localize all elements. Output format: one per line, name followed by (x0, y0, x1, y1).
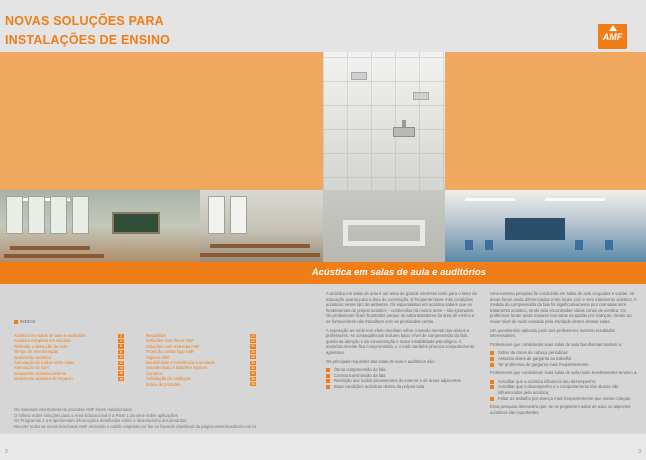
bullet-text: Ótima compreensão da fala (334, 367, 386, 373)
index-page-badge: 4 (118, 339, 124, 343)
index-list-left (14, 333, 124, 382)
index-entry-label: Higiene AMF (146, 354, 170, 360)
bullet-square-icon (490, 363, 494, 367)
index-page-badge: 35 (251, 376, 255, 381)
bullet-item (490, 384, 640, 395)
window (6, 196, 23, 234)
index-page-badge: 6 (118, 344, 124, 348)
ceiling-tile-grid (323, 52, 445, 202)
window (72, 196, 89, 234)
bullet-item (490, 396, 640, 402)
index-entry[interactable] (146, 382, 256, 387)
index-entry-label: Soundmosaic e Baseline System (146, 365, 208, 371)
index-entry-label: Requisitos (146, 333, 166, 338)
index-page-badge: 34 (251, 371, 255, 376)
index-page-badge: 36 (251, 382, 255, 387)
index-entry-label: Índice de produtos (146, 381, 181, 387)
index-entry-label: Durabilidade e resistência à umidade (146, 359, 215, 365)
ceiling-vent (351, 72, 367, 80)
bullet-square-icon (490, 385, 494, 389)
window (50, 196, 67, 234)
desk-row (4, 254, 104, 258)
index-entry-label: Soluções com sistemas AMF (146, 343, 200, 349)
paragraph: Essa pesquisa demonstra que, se os projetarem salas de aula, os aspectos acústicos são importantes. (490, 404, 631, 415)
index-entry-label: Atenuação de ruídos entre salas (14, 359, 75, 365)
chair (575, 240, 583, 250)
index-entry-label: Contatos (146, 370, 163, 376)
right-text-column (490, 291, 640, 415)
index-page-badge: 24 (251, 344, 255, 349)
footnote-line: Os materiais informativos de produtos AMF foram reelaborados. (14, 407, 133, 412)
window (28, 196, 45, 234)
index-entry-label: Tempo de reverberação (14, 349, 59, 355)
index-page-badge: 20 (251, 333, 255, 338)
bullet-text: Acreditar que a acústica influencia seu desempenho; (498, 378, 597, 384)
bullet-text: Sofrer de dores de cabeça periódicas (498, 350, 568, 356)
meeting-room-photo (323, 190, 445, 262)
page-number-right: 3 (638, 449, 641, 455)
paragraph: A exposição ao ruído tem efeito imediato sobre o estado mental dos alunos e professores. As conseqüências incluem baixo nível de compreensão da fala, queda da atenção e da concentração e maior instabilidade psicológica. A memória recente fica comprometida, e o ruído também provoca comportamento agressivo. (326, 327, 475, 355)
index-entry-label: Isolamento acústico de impacto (14, 376, 73, 382)
page-title-line-1: NOVAS SOLUÇÕES PARA (5, 14, 164, 28)
reverberant-classroom-effects-list (490, 379, 640, 401)
section-caption: Acústica em salas de aula e auditórios (311, 267, 486, 278)
index-entry[interactable] (14, 376, 124, 381)
index-page-badge: 26 (251, 349, 255, 354)
window (208, 196, 225, 234)
paragraph: Os principais requisitos das salas de aula e auditórios são: (326, 358, 435, 364)
chair (605, 240, 613, 250)
paragraph: Professores que consideram suas salas de aula barulhentas tendem a: (490, 341, 622, 347)
footnote-line: Os Programas 1 a 8 apresentam informações detalhadas sobre o desempenho dos produtos. (14, 418, 188, 423)
index-entry-label: Reflexão e absorção de som (14, 343, 68, 349)
title-band (0, 0, 646, 52)
bullet-item (490, 362, 640, 368)
index-entry-label: Isolamento acústico externo (14, 370, 67, 376)
logo-text: AMF (602, 32, 623, 42)
bullet-square-icon (326, 368, 330, 372)
classroom-photo-1 (0, 190, 200, 262)
bullet-square-icon (490, 357, 494, 361)
index-entry-label: Solicitação de catálogos (146, 376, 192, 382)
desk-row (200, 253, 320, 257)
middle-text-column (326, 291, 478, 390)
wall-board (505, 218, 565, 240)
chair (485, 240, 493, 250)
index-entry-label: Acústica em salas de aula e auditórios (14, 333, 86, 338)
projector-icon (393, 127, 415, 137)
blue-classroom-photo (445, 190, 646, 262)
requirements-list (326, 367, 478, 389)
index-page-badge: 28 (251, 355, 255, 360)
classroom-photo-2 (200, 190, 323, 262)
logo-mark-icon (609, 25, 617, 31)
amf-logo (598, 24, 627, 49)
index-page-badge: 8 (118, 350, 124, 354)
bullet-text: Restrição aos ruídos provenientes do exterior e de áreas adjacentes (334, 378, 461, 384)
bullet-square-icon (326, 374, 330, 378)
index-page-badge: 2 (118, 334, 124, 338)
index-page-badge: 10 (119, 355, 123, 360)
index-page-badge: 22 (251, 338, 255, 343)
index-title: ÍNDICE (20, 318, 36, 324)
index-entry-label: Soluções com forros AMF (146, 338, 194, 344)
window (230, 196, 247, 234)
index-entry-label: Atenuação do som (14, 365, 49, 371)
u-shaped-table (343, 220, 425, 246)
index-page-badge: 18 (119, 376, 123, 381)
bullet-text: Ter problemas de garganta mais freqüentemente. (498, 361, 590, 367)
index-page-badge: 30 (251, 360, 255, 365)
index-entry-label: Acústica completa em escolas (14, 338, 71, 344)
bullet-square-icon (490, 397, 494, 401)
classroom-photo-strip (0, 190, 646, 262)
bottom-strip (0, 434, 646, 460)
paragraph: Professores que consideram suas salas de aula muito reverberantes tendem a: (490, 370, 638, 376)
footnote-line: Recorte todas as novas brochuras AMF enviando o cartão resposta por fax ou fazendo download da página www.knaufamf.com.br. (14, 423, 258, 429)
paragraph: Uma extensa pesquisa foi conduzida em salas de aula ocupadas e vazias. As áreas foram ainda diferenciadas entre locais com e sem tratamento acústico. A medida da compreensão da fala foi significativamente pior nas salas sem tratamento acústico, tendo sido encontradas várias zonas de sombra. Os problemas foram ainda maiores nas salas ocupadas por crianças, devido ao maior nível de ruído causado pela atividade dentro dessas salas. (490, 291, 637, 324)
noisy-classroom-effects-list (490, 350, 640, 367)
paragraph: Um questionário aplicado junto aos professores mostrou resultados interessantes: (490, 327, 616, 339)
bullet-square-icon (326, 379, 330, 383)
index-page-badge: 12 (119, 360, 123, 365)
caption-bar (0, 262, 646, 284)
ceiling-vent (413, 92, 429, 100)
bullet-square-icon (326, 385, 330, 389)
bullet-text: Associar dores de garganta ao trabalho (498, 355, 572, 361)
index-list-right (146, 333, 256, 387)
chair (465, 240, 473, 250)
bullet-square-icon (490, 351, 494, 355)
index-entry-label: Proteção contra fogo AMF (146, 349, 195, 355)
bullet-square-icon (490, 380, 494, 384)
index-page-badge: 32 (251, 365, 255, 370)
bullet-item (326, 384, 478, 390)
bullet-text: Faltar ao trabalho por doença mais freqüentemente que outros colegas. (498, 395, 632, 401)
index-entry-label: Isolamento acústico (14, 354, 52, 360)
ceiling-light (545, 198, 605, 201)
desk-row (10, 246, 90, 250)
index-page-badge: 16 (119, 371, 123, 376)
index-marker-icon (14, 320, 18, 324)
page-number-left: 2 (5, 449, 8, 455)
index-page-badge: 14 (119, 365, 123, 370)
paragraph: A acústica em salas de aula é um tema de grande interesse tanto para o setor da educação quanto para a área da construção. É freqüente haver más condições acústicas nesse tipo de ambiente. Os especialistas em acústica sabem que os fundamentos de projeto acústico – conhecidos há muitos anos – são ignorados. Os professores ficam frustrados porque os administradores da área de ensino e os fornecedores não trabalham com as prioridades certas. (326, 291, 477, 324)
bullet-text: Correta transmissão da fala (334, 372, 386, 378)
bullet-text: Acreditar que o desempenho e o comportamento dos alunos são influenciados pela acústica; (498, 384, 619, 395)
desk-row (210, 244, 310, 248)
footnote-line: O folheto sobre soluções para a Área Educacional é a Parte 1 da série sobre aplicações. (14, 412, 179, 418)
chalkboard (112, 212, 160, 234)
ceiling-light (465, 198, 515, 201)
bullet-text: Boas condições acústicas dentro da própria sala. (334, 383, 426, 389)
page-title-line-2: INSTALAÇÕES DE ENSINO (5, 33, 171, 47)
